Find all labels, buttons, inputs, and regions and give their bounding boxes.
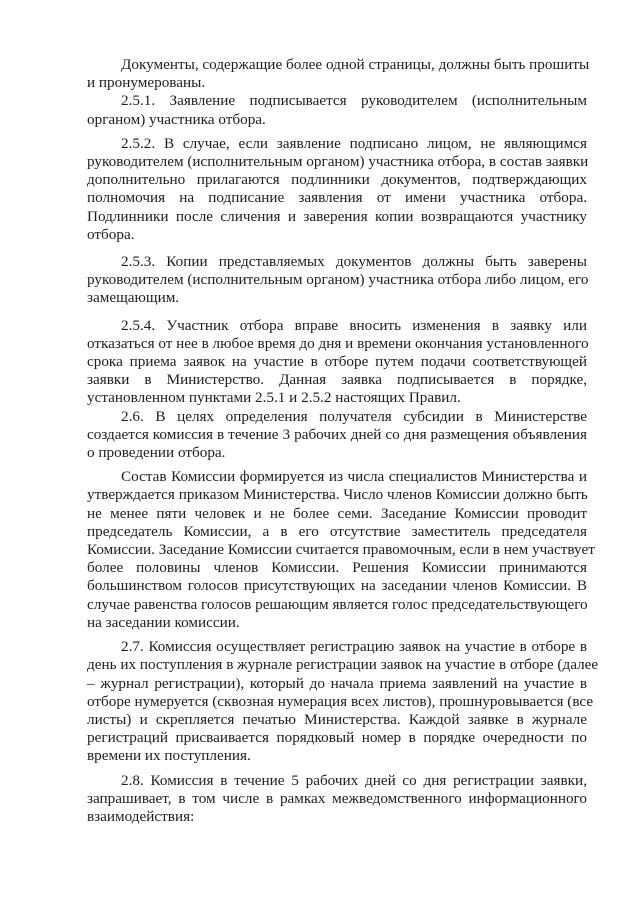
- text-line: Подлинники после сличения и заверения копии возвращаются участнику: [87, 207, 587, 225]
- text-line: отказаться от нее в любое время до дня и времени окончания установленного: [87, 334, 589, 352]
- paragraph-2-5-2: [87, 135, 587, 244]
- text-line: председатель Комиссии, а в его отсутствие заместитель председателя: [87, 522, 587, 540]
- text-line: органом) участника отбора.: [87, 110, 266, 128]
- text-line: не менее пяти человек и не более семи. Заседание Комиссии проводит: [87, 504, 587, 522]
- text-line: установленном пунктами 2.5.1 и 2.5.2 настоящих Правил.: [87, 389, 461, 407]
- text-line: 2.5.4. Участник отбора вправе вносить изменения в заявку или: [121, 316, 587, 334]
- text-line: руководителем (исполнительным органом) участника отбора, в состав заявки: [87, 153, 589, 171]
- text-line: о проведении отбора.: [87, 444, 226, 462]
- text-line: листы) и скрепляется печатью Министерства. Каждой заявке в журнале: [87, 710, 587, 728]
- text-line: Состав Комиссии формируется из числа специалистов Министерства и: [121, 468, 587, 486]
- paragraph-2-5-1: [87, 92, 587, 128]
- text-line: утверждается приказом Министерства. Число членов Комиссии должно быть: [87, 486, 588, 504]
- text-line: заявки в Министерство. Данная заявка подписывается в порядке,: [87, 371, 587, 389]
- paragraph-2-5-3: [87, 253, 587, 308]
- text-line: дополнительно прилагаются подлинники документов, подтверждающих: [87, 171, 587, 189]
- text-line: 2.5.2. В случае, если заявление подписано лицом, не являющимся: [121, 134, 587, 152]
- text-line: – журнал регистрации), который до начала приема заявлений на участие в: [87, 674, 587, 692]
- paragraph-2-7: [87, 638, 599, 765]
- text-line: и пронумерованы.: [87, 74, 206, 92]
- text-line: день их поступления в журнале регистрации заявок на участие в отборе (далее: [87, 656, 599, 674]
- paragraph-2-6: [87, 408, 587, 463]
- text-line: руководителем (исполнительным органом) участника отбора либо лицом, его: [87, 271, 589, 289]
- text-line: отбора.: [87, 225, 135, 243]
- text-line: взаимодействия:: [87, 807, 195, 825]
- text-line: полномочия на подписание заявления от имени участника отбора.: [87, 189, 587, 207]
- text-line: Документы, содержащие более одной страницы, должны быть прошиты: [121, 56, 590, 73]
- text-line: случае равенства голосов решающим является голос председательствующего: [87, 595, 588, 613]
- paragraph-documents-stitched: [87, 56, 590, 92]
- text-line: большинством голосов присутствующих на заседании членов Комиссии. В: [87, 577, 587, 595]
- paragraph-commission: [87, 468, 595, 632]
- document-page: [87, 56, 599, 826]
- text-line: Комиссии. Заседание Комиссии считается правомочным, если в нем участвует: [87, 541, 595, 559]
- text-line: замещающим.: [87, 289, 180, 307]
- text-line: регистраций присваивается порядковый номер в порядке очередности по: [87, 729, 587, 747]
- text-line: создается комиссия в течение 3 рабочих дней со дня размещения объявления: [87, 425, 587, 443]
- text-line: на заседании комиссии.: [87, 613, 240, 631]
- text-line: отборе нумеруется (сквозная нумерация всех листов), прошнуровывается (все: [87, 692, 594, 710]
- text-line: более половины членов Комиссии. Решения Комиссии принимаются: [87, 559, 587, 577]
- text-line: времени их поступления.: [87, 747, 251, 765]
- paragraph-2-5-4: [87, 317, 587, 408]
- text-line: 2.7. Комиссия осуществляет регистрацию заявок на участие в отборе в: [121, 638, 587, 656]
- text-line: 2.8. Комиссия в течение 5 рабочих дней со дня регистрации заявки,: [121, 771, 587, 789]
- text-line: запрашивает, в том числе в рамках межведомственного информационного: [87, 789, 587, 807]
- text-line: 2.5.1. Заявление подписывается руководителем (исполнительным: [121, 92, 587, 110]
- text-line: 2.6. В целях определения получателя субсидии в Министерстве: [121, 407, 587, 425]
- text-line: 2.5.3. Копии представляемых документов должны быть заверены: [121, 253, 587, 271]
- text-line: срока приема заявок на участие в отборе путем подачи соответствующей: [87, 353, 587, 371]
- paragraph-2-8: [87, 772, 587, 827]
